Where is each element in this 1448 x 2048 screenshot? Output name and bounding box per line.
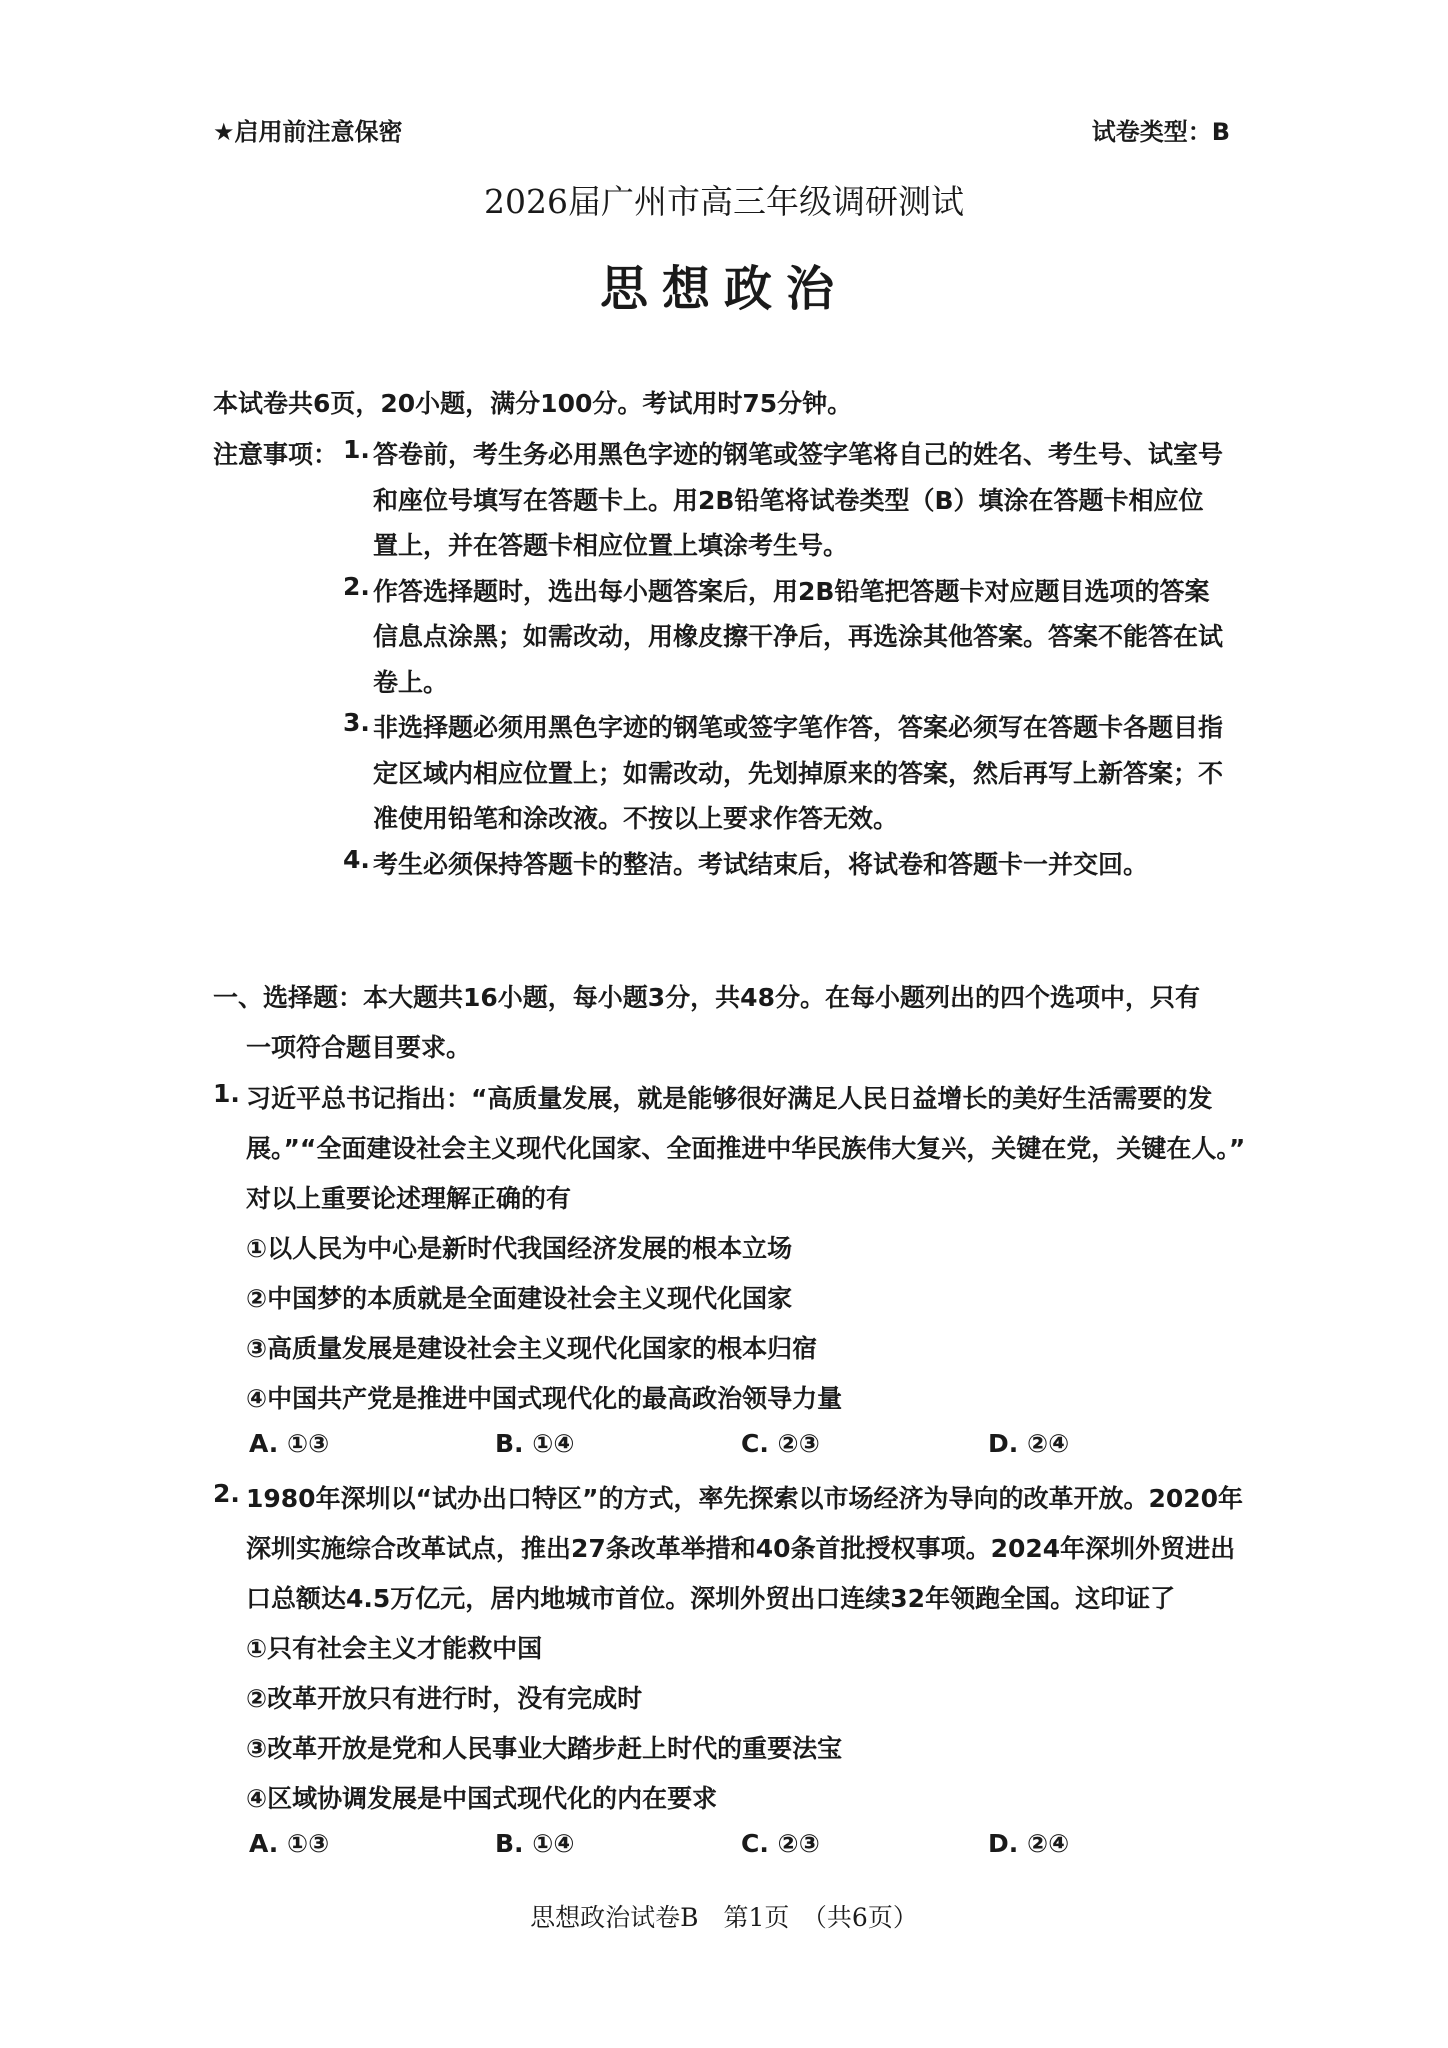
question-stem-line: 深圳实施综合改革试点，推出27条改革举措和40条首批授权事项。2024年深圳外贸进出	[246, 1534, 1236, 1563]
question-stem-line: 习近平总书记指出：“高质量发展，就是能够很好满足人民日益增长的美好生活需要的发	[246, 1084, 1213, 1113]
note-text-line: 置上，并在答题卡相应位置上填涂考生号。	[373, 531, 849, 560]
answer-option: C. ②③	[741, 1429, 820, 1458]
answer-option: B. ①④	[495, 1829, 575, 1858]
section-heading-continued: 一项符合题目要求。	[246, 1033, 472, 1062]
note-text-line: 和座位号填写在答题卡上。用2B铅笔将试卷类型（B）填涂在答题卡相应位	[373, 485, 1204, 515]
question-stem-line: 1980年深圳以“试办出口特区”的方式，率先探索以市场经济为导向的改革开放。2020年	[246, 1484, 1244, 1513]
note-number: 3.	[343, 708, 370, 737]
question-stem-line: 口总额达4.5万亿元，居内地城市首位。深圳外贸出口连续32年领跑全国。这印证了	[246, 1584, 1176, 1613]
question-statement: ③高质量发展是建设社会主义现代化国家的根本归宿	[246, 1334, 818, 1363]
notes-label: 注意事项：	[213, 440, 339, 469]
note-text-line: 作答选择题时，选出每小题答案后，用2B铅笔把答题卡对应题目选项的答案	[373, 576, 1210, 606]
question-statement: ③改革开放是党和人民事业大踏步赶上时代的重要法宝	[246, 1734, 843, 1763]
note-text-line: 定区域内相应位置上；如需改动，先划掉原来的答案，然后再写上新答案；不	[373, 758, 1224, 788]
note-text-line: 准使用铅笔和涂改液。不按以上要求作答无效。	[373, 804, 899, 833]
note-number: 1.	[343, 435, 370, 464]
question-statement: ②中国梦的本质就是全面建设社会主义现代化国家	[246, 1284, 793, 1313]
question-number: 1.	[213, 1079, 240, 1108]
note-text-line: 考生必须保持答题卡的整洁。考试结束后，将试卷和答题卡一并交回。	[373, 849, 1149, 879]
exam-info: 本试卷共6页，20小题，满分100分。考试用时75分钟。	[213, 389, 853, 418]
confidential-label: ★启用前注意保密	[213, 118, 403, 146]
answer-option: D. ②④	[988, 1829, 1070, 1858]
question-statement: ②改革开放只有进行时，没有完成时	[246, 1684, 643, 1713]
note-text-line: 卷上。	[373, 667, 449, 697]
answer-option: D. ②④	[988, 1429, 1070, 1458]
answer-option: A. ①③	[249, 1829, 330, 1858]
question-number: 2.	[213, 1479, 240, 1508]
answer-option: C. ②③	[741, 1829, 820, 1858]
page-footer: 思想政治试卷B 第1页 （共6页）	[530, 1903, 918, 1932]
answer-option: B. ①④	[495, 1429, 575, 1458]
note-text-line: 信息点涂黑；如需改动，用橡皮擦干净后，再选涂其他答案。答案不能答在试	[373, 622, 1224, 651]
note-text-line: 答卷前，考生务必用黑色字迹的钢笔或签字笔将自己的姓名、考生号、试室号	[373, 440, 1224, 469]
question-stem-line: 对以上重要论述理解正确的有	[246, 1184, 572, 1213]
paper-type-label: 试卷类型：B	[1091, 118, 1230, 146]
note-text-line: 非选择题必须用黑色字迹的钢笔或签字笔作答，答案必须写在答题卡各题目指	[373, 713, 1224, 742]
question-statement: ①以人民为中心是新时代我国经济发展的根本立场	[246, 1234, 793, 1263]
note-number: 4.	[343, 844, 370, 874]
section-heading: 一、选择题：本大题共16小题，每小题3分，共48分。在每小题列出的四个选项中，只有	[213, 983, 1200, 1012]
note-number: 2.	[343, 571, 370, 601]
exam-title: 2026届广州市高三年级调研测试	[484, 182, 964, 221]
question-statement: ①只有社会主义才能救中国	[246, 1634, 543, 1663]
subject-title: 思想政治	[599, 261, 848, 317]
question-stem-line: 展。”“全面建设社会主义现代化国家、全面推进中华民族伟大复兴，关键在党，关键在人。”	[246, 1134, 1246, 1163]
question-statement: ④区域协调发展是中国式现代化的内在要求	[246, 1784, 718, 1813]
answer-option: A. ①③	[249, 1429, 330, 1458]
question-statement: ④中国共产党是推进中国式现代化的最高政治领导力量	[246, 1384, 843, 1413]
